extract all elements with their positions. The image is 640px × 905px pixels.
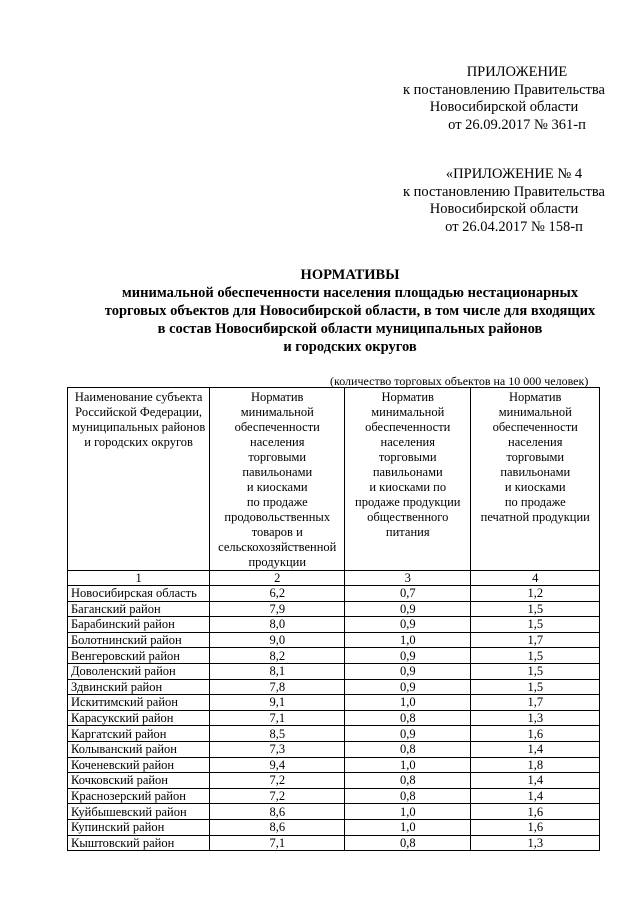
table-header-row [68, 388, 600, 571]
food-norm-value: 7,8 [210, 679, 345, 695]
column-number: 4 [471, 571, 600, 586]
food-norm-value: 9,1 [210, 695, 345, 711]
region-name: Коченевский район [68, 757, 210, 773]
catering-norm-value: 0,9 [345, 663, 471, 679]
catering-norm-value: 0,8 [345, 773, 471, 789]
table-row [68, 679, 600, 695]
header-text-line: обеспеченности [234, 420, 320, 434]
header-text-line: павильонами [500, 465, 571, 479]
header-text-line: торговыми [248, 450, 307, 464]
table-row [68, 757, 600, 773]
catering-norm-value: 0,9 [345, 617, 471, 633]
header-text-line: населения [508, 435, 563, 449]
header-text-line: продукции [248, 555, 307, 569]
units-note: (количество торговых объектов на 10 000 человек) [330, 374, 589, 388]
print-norm-value: 1,5 [471, 617, 600, 633]
catering-norm-value: 0,9 [345, 648, 471, 664]
header-text-line: минимальной [240, 405, 314, 419]
header-text-line: минимальной [371, 405, 445, 419]
column-number: 1 [68, 571, 210, 586]
column-number-row [68, 571, 600, 586]
print-norm-value: 1,7 [471, 632, 600, 648]
appendix-header-current [388, 64, 620, 134]
appendix-label: «ПРИЛОЖЕНИЕ № 4 [445, 166, 583, 182]
region-name: Болотнинский район [68, 632, 210, 648]
table-row [68, 695, 600, 711]
header-text-line: продаже продукции [355, 495, 461, 509]
table-row [68, 663, 600, 679]
region-name: Куйбышевский район [68, 804, 210, 820]
catering-norm-value: 0,9 [345, 601, 471, 617]
region-name: Купинский район [68, 819, 210, 835]
catering-norm-value: 0,8 [345, 788, 471, 804]
catering-norm-value: 1,0 [345, 757, 471, 773]
table-row [68, 773, 600, 789]
title-line: и городских округов [283, 339, 417, 355]
header-text-line: печатной продукции [480, 510, 590, 524]
print-norm-value: 1,4 [471, 741, 600, 757]
title-heading: НОРМАТИВЫ [300, 267, 400, 283]
header-text-line: павильонами [372, 465, 443, 479]
header-text-line: торговыми [378, 450, 437, 464]
region-name: Баганский район [68, 601, 210, 617]
food-norm-value: 6,2 [210, 586, 345, 602]
region-name: Каргатский район [68, 726, 210, 742]
catering-norm-value: 0,9 [345, 726, 471, 742]
print-norm-value: 1,5 [471, 663, 600, 679]
region-name: Карасукский район [68, 710, 210, 726]
header-text-line: и киосками [246, 480, 308, 494]
food-norm-value: 8,6 [210, 804, 345, 820]
print-norm-value: 1,3 [471, 835, 600, 851]
header-text-line: питания [385, 525, 430, 539]
food-norm-value: 9,4 [210, 757, 345, 773]
region-name: Кыштовский район [68, 835, 210, 851]
header-text-line: муниципальных районов [72, 420, 206, 434]
table-row [68, 726, 600, 742]
catering-norm-value: 0,8 [345, 710, 471, 726]
food-norm-value: 7,2 [210, 788, 345, 804]
food-norm-value: 7,9 [210, 601, 345, 617]
print-norm-value: 1,3 [471, 710, 600, 726]
header-text-line: по продаже [504, 495, 566, 509]
header-text-line: населения [380, 435, 435, 449]
region-name: Искитимский район [68, 695, 210, 711]
food-norm-value: 8,6 [210, 819, 345, 835]
norms-table [67, 387, 600, 851]
title-line: минимальной обеспеченности населения площадью нестационарных [121, 285, 579, 301]
table-row [68, 648, 600, 664]
catering-norm-value: 1,0 [345, 804, 471, 820]
food-norm-value: 8,0 [210, 617, 345, 633]
header-text-line: обеспеченности [365, 420, 451, 434]
catering-norm-value: 1,0 [345, 695, 471, 711]
region-name: Кочковский район [68, 773, 210, 789]
appendix-line: Новосибирской области [429, 201, 579, 217]
table-row [68, 586, 600, 602]
header-text-line: и киосками по [369, 480, 447, 494]
print-norm-value: 1,6 [471, 804, 600, 820]
appendix-line: Новосибирской области [429, 99, 579, 115]
print-norm-value: 1,5 [471, 679, 600, 695]
table-row [68, 601, 600, 617]
appendix-line: к постановлению Правительства [403, 183, 605, 200]
print-norm-value: 1,5 [471, 601, 600, 617]
print-norm-value: 1,6 [471, 726, 600, 742]
food-norm-value: 9,0 [210, 632, 345, 648]
region-name: Венгеровский район [68, 648, 210, 664]
appendix-line: к постановлению Правительства [403, 81, 605, 98]
print-norm-value: 1,5 [471, 648, 600, 664]
catering-norm-value: 1,0 [345, 632, 471, 648]
header-text-line: и городских округов [84, 435, 193, 449]
document-title [60, 266, 640, 356]
title-line: торговых объектов для Новосибирской области, в том числе для входящих [104, 303, 596, 319]
food-norm-value: 7,1 [210, 835, 345, 851]
header-text-line: Наименование субъекта [74, 390, 203, 404]
region-name: Доволенский район [68, 663, 210, 679]
header-text-line: сельскохозяйственной [218, 540, 337, 554]
table-row [68, 804, 600, 820]
table-row [68, 835, 600, 851]
food-norm-value: 8,5 [210, 726, 345, 742]
header-catering-column [345, 388, 471, 571]
catering-norm-value: 0,9 [345, 679, 471, 695]
header-text-line: Российской Федерации, [75, 405, 203, 419]
region-name: Краснозерский район [68, 788, 210, 804]
food-norm-value: 7,3 [210, 741, 345, 757]
table-row [68, 632, 600, 648]
appendix-label: ПРИЛОЖЕНИЕ [466, 64, 568, 80]
header-text-line: товаров и [251, 525, 303, 539]
header-food-column [210, 388, 345, 571]
header-text-line: и киосками [504, 480, 566, 494]
print-norm-value: 1,2 [471, 586, 600, 602]
column-number: 2 [210, 571, 345, 586]
title-line: в состав Новосибирской области муниципальных районов [157, 321, 543, 337]
table-row [68, 819, 600, 835]
header-text-line: общественного [367, 510, 449, 524]
print-norm-value: 1,4 [471, 788, 600, 804]
print-norm-value: 1,7 [471, 695, 600, 711]
print-norm-value: 1,4 [471, 773, 600, 789]
catering-norm-value: 0,8 [345, 741, 471, 757]
table-row [68, 788, 600, 804]
header-text-line: торговыми [506, 450, 565, 464]
table-row [68, 710, 600, 726]
table-row [68, 741, 600, 757]
header-text-line: обеспеченности [492, 420, 578, 434]
header-text-line: по продаже [246, 495, 308, 509]
header-text-line: Норматив [381, 390, 434, 404]
food-norm-value: 8,2 [210, 648, 345, 664]
region-name: Барабинский район [68, 617, 210, 633]
catering-norm-value: 1,0 [345, 819, 471, 835]
appendix-date: от 26.09.2017 № 361-п [448, 116, 586, 133]
catering-norm-value: 0,8 [345, 835, 471, 851]
table-row [68, 617, 600, 633]
header-name-column [68, 388, 210, 571]
header-text-line: продовольственных [224, 510, 331, 524]
column-number: 3 [345, 571, 471, 586]
food-norm-value: 7,2 [210, 773, 345, 789]
header-text-line: Норматив [251, 390, 304, 404]
food-norm-value: 7,1 [210, 710, 345, 726]
food-norm-value: 8,1 [210, 663, 345, 679]
print-norm-value: 1,8 [471, 757, 600, 773]
header-print-column [471, 388, 600, 571]
header-text-line: павильонами [242, 465, 313, 479]
region-name: Колыванский район [68, 741, 210, 757]
print-norm-value: 1,6 [471, 819, 600, 835]
header-text-line: населения [250, 435, 305, 449]
region-name: Новосибирская область [68, 586, 210, 602]
header-text-line: минимальной [498, 405, 572, 419]
appendix-date: от 26.04.2017 № 158-п [445, 218, 583, 235]
header-text-line: Норматив [509, 390, 562, 404]
appendix-header-original [388, 166, 620, 236]
catering-norm-value: 0,7 [345, 586, 471, 602]
region-name: Здвинский район [68, 679, 210, 695]
